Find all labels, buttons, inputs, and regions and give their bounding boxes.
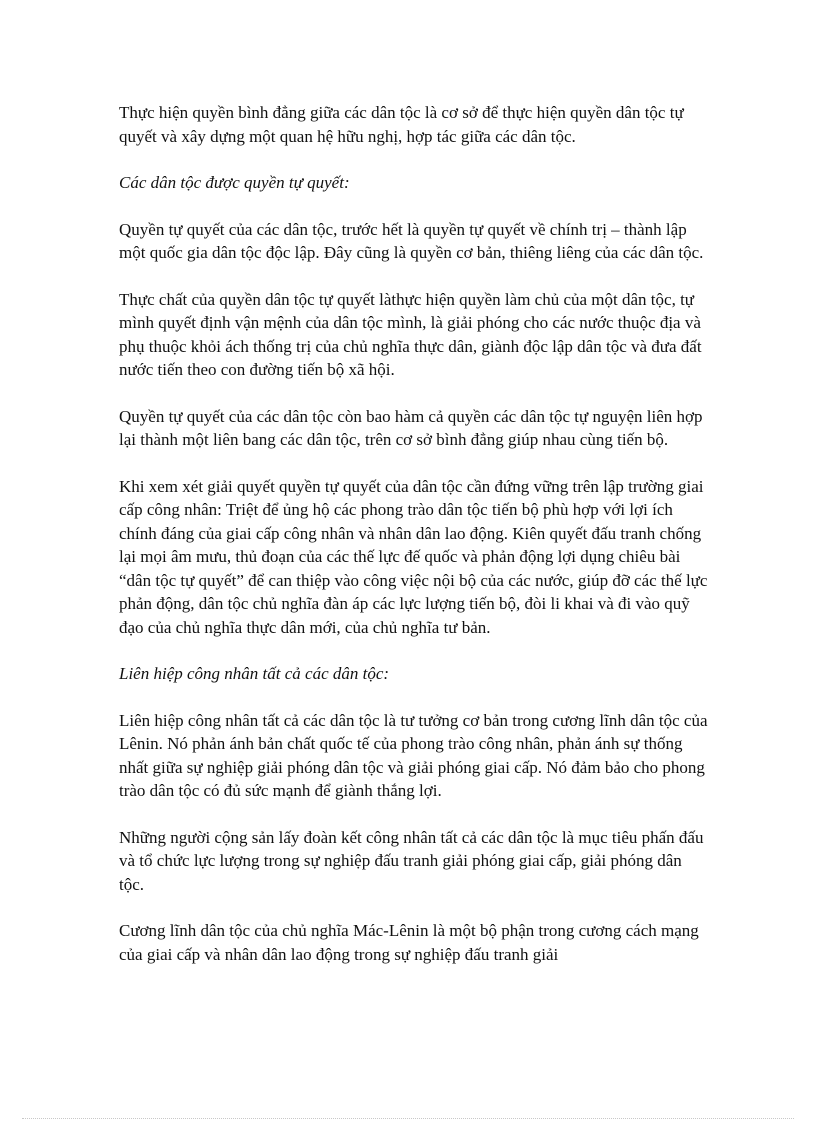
section-heading: Các dân tộc được quyền tự quyết: xyxy=(119,173,350,192)
paragraph: Thực hiện quyền bình đẳng giữa các dân tộc là cơ sở để thực hiện quyền dân tộc tự quyết và xây dựng một quan hệ hữu nghị, hợp tác giữa các dân tộc. xyxy=(119,103,684,146)
paragraph: Quyền tự quyết của các dân tộc còn bao hàm cả quyền các dân tộc tự nguyện liên hợp lại thành một liên bang các dân tộc, trên cơ sở bình đẳng giúp nhau cùng tiến bộ. xyxy=(119,406,703,449)
paragraph: Thực chất của quyền dân tộc tự quyết làthực hiện quyền làm chủ của một dân tộc, tự mình quyết định vận mệnh của dân tộc mình, là giải phóng cho các nước thuộc địa và phụ thuộc khỏi ách thống trị của chủ nghĩa thực dân, giành độc lập dân tộc và đưa đất nước tiến theo con đường tiến bộ xã hội. xyxy=(119,289,702,379)
section-heading: Liên hiệp công nhân tất cả các dân tộc: xyxy=(119,664,390,683)
paragraph: Khi xem xét giải quyết quyền tự quyết của dân tộc cần đứng vững trên lập trường giai cấp công nhân: Triệt để ủng hộ các phong trào dân tộc tiến bộ phù hợp với lợi ích chính đáng của giai cấp công nhân và nhân dân lao động. Kiên quyết đấu tranh chống lại mọi âm mưu, thủ đoạn của các thế lực đế quốc và phản động lợi dụng chiêu bài “dân tộc tự quyết” để can thiệp vào công việc nội bộ của các nước, giúp đỡ các thế lực phản động, dân tộc chủ nghĩa đàn áp các lực lượng tiến bộ, đòi li khai và đi vào quỹ đạo của chủ nghĩa thực dân mới, của chủ nghĩa tư bản. xyxy=(119,476,708,637)
document-body xyxy=(119,101,709,989)
paragraph: Những người cộng sản lấy đoàn kết công nhân tất cả các dân tộc là mục tiêu phấn đấu và tổ chức lực lượng trong sự nghiệp đấu tranh giải phóng giai cấp, giải phóng dân tộc. xyxy=(119,827,704,894)
paragraph: Liên hiệp công nhân tất cả các dân tộc là tư tưởng cơ bản trong cương lĩnh dân tộc của Lênin. Nó phản ánh bản chất quốc tế của phong trào công nhân, phản ánh sự thống nhất giữa sự nghiệp giải phóng dân tộc và giải phóng giai cấp. Nó đảm bảo cho phong trào dân tộc có đủ sức mạnh để giành thắng lợi. xyxy=(119,710,708,800)
paragraph: Cương lĩnh dân tộc của chủ nghĩa Mác-Lênin là một bộ phận trong cương cách mạng của giai cấp và nhân dân lao động trong sự nghiệp đấu tranh giải xyxy=(119,921,699,964)
page-bottom-divider xyxy=(22,1118,794,1119)
paragraph: Quyền tự quyết của các dân tộc, trước hết là quyền tự quyết về chính trị – thành lập một quốc gia dân tộc độc lập. Đây cũng là quyền cơ bản, thiêng liêng của các dân tộc. xyxy=(119,219,704,262)
